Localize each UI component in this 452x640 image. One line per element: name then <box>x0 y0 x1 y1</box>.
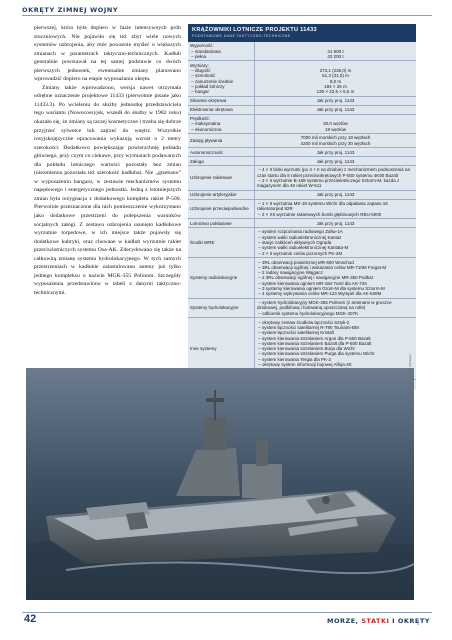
magazine-title <box>327 617 430 625</box>
spec-label: Uzbrojenie rakietowe <box>188 166 255 191</box>
spec-label: Systemy radiolokacyjne <box>188 258 255 299</box>
spec-row <box>188 42 416 61</box>
spec-row <box>188 166 416 191</box>
magazine-title-accent: STATKI <box>361 617 390 625</box>
spec-label: Uzbrojenie przeciwpodwodne <box>188 199 255 218</box>
specifications-table <box>188 24 416 390</box>
spec-value: – 4 × II bloki wyrzutni (po 4 + II na dziobie) z mechanizmem podnoszenia na czas startu dla 8 rakiet przeciwokrętowych P-500 systemu 4K80 Bazalt – 2 × II wyrzutnie B-189 systemu przeciwlotniczego Sztorm-M, każda z magazynem dla 48 rakiet W-611 <box>255 166 417 191</box>
spec-table <box>188 42 416 380</box>
spec-value: Jak przy proj. 1143 <box>255 157 417 166</box>
spec-row <box>188 258 416 299</box>
spec-label: Siłownia okrętowa <box>188 96 255 105</box>
spec-label: Systemy hydrolokacyjne <box>188 298 255 317</box>
spec-label: Wymiary: – długość – szerokość – zanurzenie średnie – pokład lotniczy – hangar <box>188 61 255 96</box>
spec-label: Prędkość: – maksymalna – ekonomiczna <box>188 114 255 133</box>
spec-value: 31 900 t 43 200 t <box>255 42 417 61</box>
spec-label: Uzbrojenie artyleryjskie <box>188 190 255 199</box>
article-paragraph: pierwszej, która była dopiero w fazie intensywnych prób stoczniowych. Nie pojawiło się też zbyt wiele nowych systemów uzbrojenia, aby móc powaznie myśleć o większych zmianach w parametrach taktyczno-technicznych. Kadłub generalnie powstawał na tej samej podstawie co dwóch pierwszych jednostek, ewentualne zmiany planowano wprowadzić dopiero na etapie wyposażania okrętu. <box>34 25 181 83</box>
spec-value: 7000 mil morskich przy 18 węzłach 4200 mil morskich przy 30 węzłach <box>255 134 417 148</box>
photo-credit: fot. archiwum <box>408 354 412 372</box>
spec-label: Inne systemy <box>188 318 255 380</box>
spec-row <box>188 190 416 199</box>
spec-label: Środki WRE <box>188 228 255 258</box>
spec-label: Wyporność: – standardowa – pełna <box>188 42 255 61</box>
spec-row <box>188 61 416 96</box>
header-rule <box>22 15 432 16</box>
spec-row <box>188 148 416 157</box>
spec-value: Jak przy proj. 1143 <box>255 105 417 114</box>
table-subtitle: PODSTAWOWE DANE TAKTYCZNO-TECHNICZNE <box>192 34 291 38</box>
spec-row <box>188 219 416 228</box>
spec-row <box>188 228 416 258</box>
table-title: KRĄŻOWNIKI LOTNICZE PROJEKTU 11433 <box>192 27 317 33</box>
spec-value: Jak przy proj. 1143 <box>255 219 417 228</box>
spec-value: 30,0 węzłów 18 węzłów <box>255 114 417 133</box>
spec-row <box>188 96 416 105</box>
spec-row <box>188 114 416 133</box>
spec-label: Autonomiczność <box>188 148 255 157</box>
article-body <box>34 24 181 298</box>
footer-rule <box>22 612 432 613</box>
spec-row <box>188 134 416 148</box>
spec-value: Jak przy proj. 1143 <box>255 96 417 105</box>
section-header: OKRĘTY ZIMNEJ WOJNY <box>22 6 119 14</box>
spec-value: Jak przy proj. 1143 <box>255 148 417 157</box>
spec-row <box>188 298 416 317</box>
spec-value: – 1 × II wyrzutnia MS-18 systemu Wichr dla odpalania zapasu 16 rakietotorped 82R – 2 × XII wyrzutnie rakietowych bomb głębinowych RBU-6000 <box>255 199 417 218</box>
spec-value: 273,1 (236,0) m 51,3 (31,0) m 9,0 m 184 × 26 m 130 × 22,5 × 6,5 m <box>255 61 417 96</box>
magazine-title-part: I OKRĘTY <box>389 617 430 625</box>
spec-row <box>188 157 416 166</box>
spec-value: – system rozpoznania radiowego Zaliw-1A – system walki radioelektronicznej Kantaz – stacje zakłóceń aktywnych Ograda – system walki radioelektronicznej Kantata-M – 2 × II wyrzutnie celów pozornych PK-2M <box>255 228 417 258</box>
spec-row <box>188 199 416 218</box>
article-paragraph: Zmiany także wprowadzono, wersja nawet otrzymała odrębne oznaczenie projektowe 11433 (pierwotnie pisane jako 11433.3). Po wcieleniu do służby jednostkę przedstawiciela tego wariantu (Nowocossyjsk, wszedł do służby w 1982 roku) okazało się, że zmiany są raczej kosmetyczne i trzeba się dobrze przyjrzeć sylwetce lub zajrzeć do wnętrz. Wszystkie rosyjskojęzyczne opracowania wykazują wzrost o 2 metry szerokości. Dodatkowo powiększając powierzchnię pokładu głównego, przy czym co ciekawe, przy wymiarach podawanych dla pokładu lotniczego wartości pozostały bez zmian (niezmienna pozostała też szerokość kadłuba). Nie „gtzebano” w wyposażeniu hangaru, w zestawie mechanizmów systemu napędowego i energetycznego jednostki. Jedną z istotniejszych zmian była rezygnacja z dodatkowego kompletu rakiet P-500. Pierwotnie przeznaczone dla nich pomieszczenie wykorzystano jako dodatkowe przestrzeni do polepszenia warunków socjalnych załogi. Z zestawu uzbrojenia usunięto kadłubowe wyrzutnie torpedowe, w ich miejsce także pojawiły się dodatkowe kubryki, oraz chowane w kadłub wyrzutnie rakiet przeciwlotniczych systemu Osa-AK. Zdecydowano się także na całkowitą zmianę systemu hydrolokacyjnego. W tych samych przestrzeniach w kadłubie zainstalowano anteny już tylko jednego kompleksu o nazwie MGK-355 Polinom. Szczegóły wyposażenia przedstawiono w tabeli z danymi taktyczno-technicznymi. <box>34 84 181 296</box>
page-number: 42 <box>24 613 37 625</box>
spec-value: – system hydrolokacyjny MGK-355 Polinom (z antenami w gruszce dziobowej, podkilową i holowaną opuszczaną na rufie) – odbiornik systemu hydrolokacyjnego MGK-407K <box>255 298 417 317</box>
table-title-bar <box>188 24 416 42</box>
cruiser-photo <box>26 368 414 600</box>
spec-row <box>188 105 416 114</box>
spec-label: Zasięg pływania <box>188 134 255 148</box>
spec-value: – 3RL obserwacji powietrznej MR-600 Woschod – 3RL obserwacji ogólnej i wskazania celów MR-710M Fregat-M – 2 radary nawigacyjne Wajgacz – 2 3RL obserwacji ogólnej i nawigacyjne MR-350 Podkat – system kierowania ogniem MR-184 Turel dla AK-726 – 3 systemy kierowania ogniem Grom-M dla systemu Sztorm-M – 4 systemy wykrywania celów MR-123 Wympel dla AK-630M <box>255 258 417 299</box>
spec-label: Załoga <box>188 157 255 166</box>
spec-value: Jak przy proj. 1143 <box>255 190 417 199</box>
spec-label: Elektrownia okrętowa <box>188 105 255 114</box>
spec-value: – okrętowy zestaw środków łączności Sztyk-2 – system łączności satelitarnej R-790 Tsunami-BM – system łączności satelitarnej Kristall – system kierowania strzelaniem Argon dla P-500 Bazalt – system kierowania strzelaniem Bazalt dla P-500 Bazalt – system kierowania strzelaniem Burja dla Wichr – system kierowania strzelaniem Purga dla systemu Wichr – system kierowania Tergia dla PK-2 – okrętowy system informacji bojowej Alfeja-2K <box>255 318 417 380</box>
magazine-title-part: MORZE, <box>326 617 362 625</box>
spec-label: Lotnictwo pokładowe <box>188 219 255 228</box>
